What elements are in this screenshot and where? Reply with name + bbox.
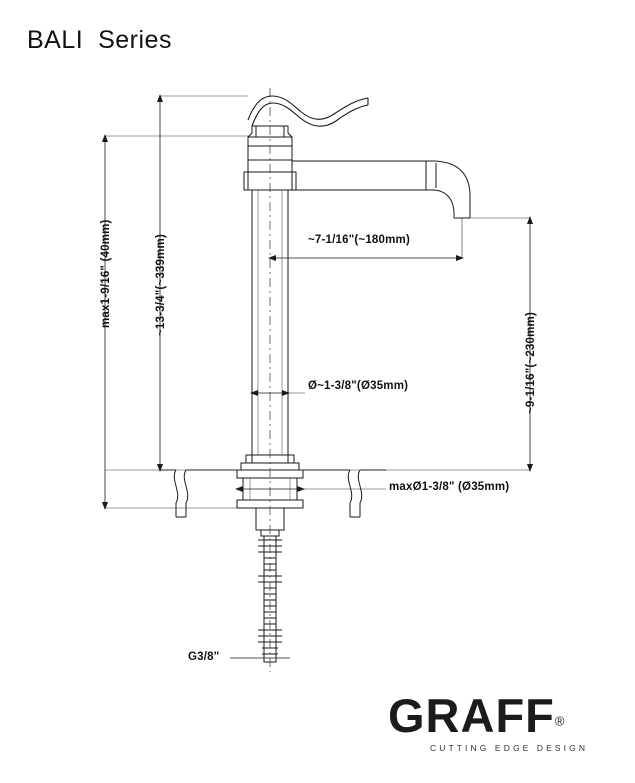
faucet-handle: [248, 96, 368, 126]
countertop-outline: [160, 470, 386, 517]
brand-logo: [388, 689, 606, 753]
registered-trademark-icon: ®: [554, 713, 565, 729]
dimension-label-total-height: ~13-3/4"(~339mm): [155, 234, 167, 336]
dimension-label-thread-size: G3/8": [188, 651, 220, 663]
dimension-label-base-diameter: maxØ1-3/8" (Ø35mm): [389, 481, 510, 493]
page-title: BALI Series: [27, 26, 172, 54]
extension-lines: [105, 96, 530, 508]
faucet-spout: [292, 161, 470, 218]
brand-tagline: CUTTING EDGE DESIGN: [430, 742, 589, 753]
dimension-label-handle-travel: max1-9/16" (40mm): [100, 219, 112, 328]
dimension-label-spout-height: ~9-1/16"(~230mm): [525, 312, 537, 414]
dimension-label-body-diameter: Ø~1-3/8"(Ø35mm): [308, 380, 409, 392]
dimension-base-diameter: [235, 486, 386, 492]
dimension-label-spout-reach: ~7-1/16"(~180mm): [308, 234, 410, 246]
brand-name: GRAFF: [388, 689, 555, 742]
